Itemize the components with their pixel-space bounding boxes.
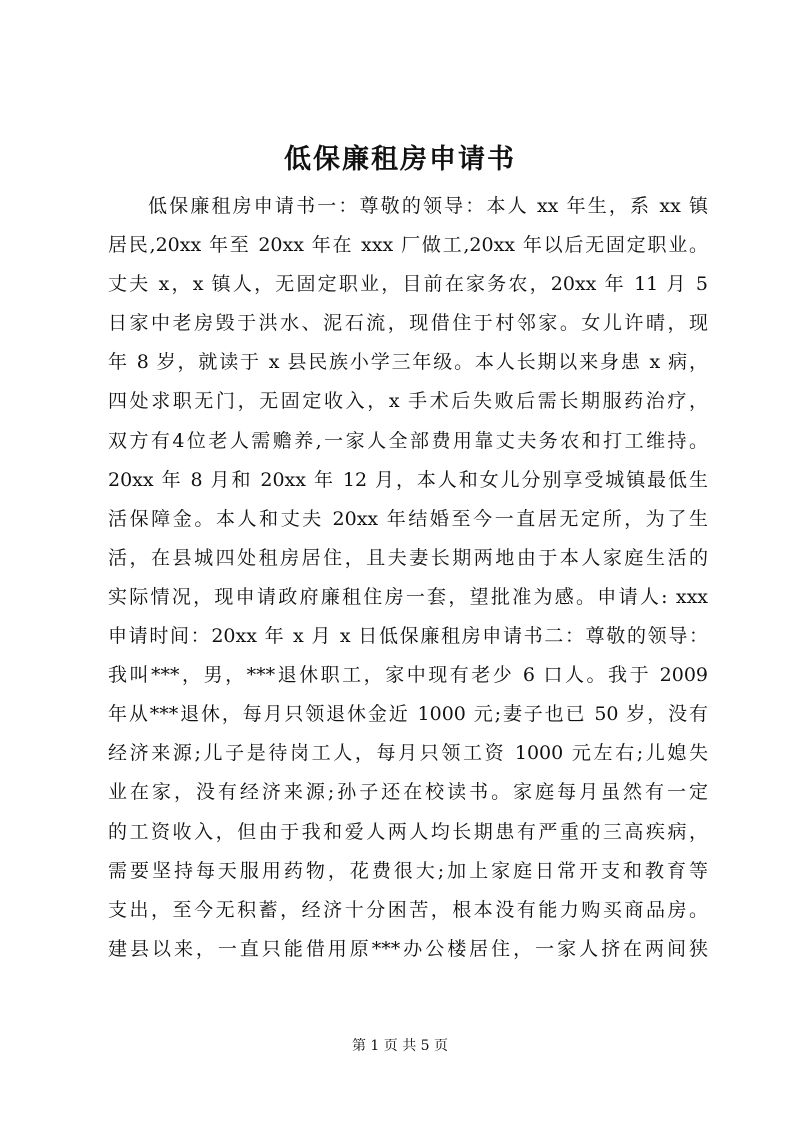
body-line: 建县以来，一直只能借用原***办公楼居住，一家人挤在两间狭 bbox=[108, 937, 708, 960]
body-line: 双方有4位老人需赡养,一家人全部费用靠丈夫务农和打工维持。 bbox=[108, 429, 708, 452]
body-line: 支出，至今无积蓄，经济十分困苦，根本没有能力购买商品房。 bbox=[108, 898, 708, 921]
body-line: 低保廉租房申请书一：尊敬的领导：本人 xx 年生，系 xx 镇 bbox=[148, 195, 708, 217]
body-line: 活保障金。本人和丈夫 20xx 年结婚至今一直居无定所，为了生 bbox=[108, 507, 708, 530]
body-line: 我叫***，男，***退休职工，家中现有老少 6 口人。我于 2009 bbox=[108, 664, 708, 687]
body-line: 年从***退休，每月只领退休金近 1000 元;妻子也已 50 岁，没有 bbox=[108, 703, 708, 726]
body-line: 业在家，没有经济来源;孙子还在校读书。家庭每月虽然有一定 bbox=[108, 781, 708, 804]
document-title: 低保廉租房申请书 bbox=[284, 144, 516, 175]
document-body bbox=[108, 187, 708, 969]
body-line: 需要坚持每天服用药物，花费很大;加上家庭日常开支和教育等 bbox=[108, 859, 708, 882]
body-line: 经济来源;儿子是待岗工人，每月只领工资 1000 元左右;儿媳失 bbox=[108, 742, 708, 765]
body-line: 丈夫 x，x 镇人，无固定职业，目前在家务农，20xx 年 11 月 5 bbox=[108, 273, 708, 296]
body-line: 的工资收入，但由于我和爱人两人均长期患有严重的三高疾病， bbox=[108, 820, 708, 843]
body-line: 年 8 岁，就读于 x 县民族小学三年级。本人长期以来身患 x 病， bbox=[108, 351, 708, 374]
page-footer: 第 1 页 共 5 页 bbox=[351, 1038, 449, 1054]
body-line: 20xx 年 8 月和 20xx 年 12 月，本人和女儿分别享受城镇最低生 bbox=[108, 468, 708, 491]
body-line: 申请时间：20xx 年 x 月 x 日低保廉租房申请书二：尊敬的领导： bbox=[108, 625, 708, 648]
body-line: 居民,20xx 年至 20xx 年在 xxx 厂做工,20xx 年以后无固定职业。 bbox=[108, 234, 708, 257]
body-line: 日家中老房毁于洪水、泥石流，现借住于村邻家。女儿许晴，现 bbox=[108, 312, 708, 335]
body-line: 四处求职无门，无固定收入，x 手术后失败后需长期服药治疗， bbox=[108, 390, 708, 413]
body-line: 实际情况，现申请政府廉租住房一套，望批准为感。申请人: xxx bbox=[108, 585, 708, 608]
body-line: 活，在县城四处租房居住，且夫妻长期两地由于本人家庭生活的 bbox=[108, 546, 708, 569]
